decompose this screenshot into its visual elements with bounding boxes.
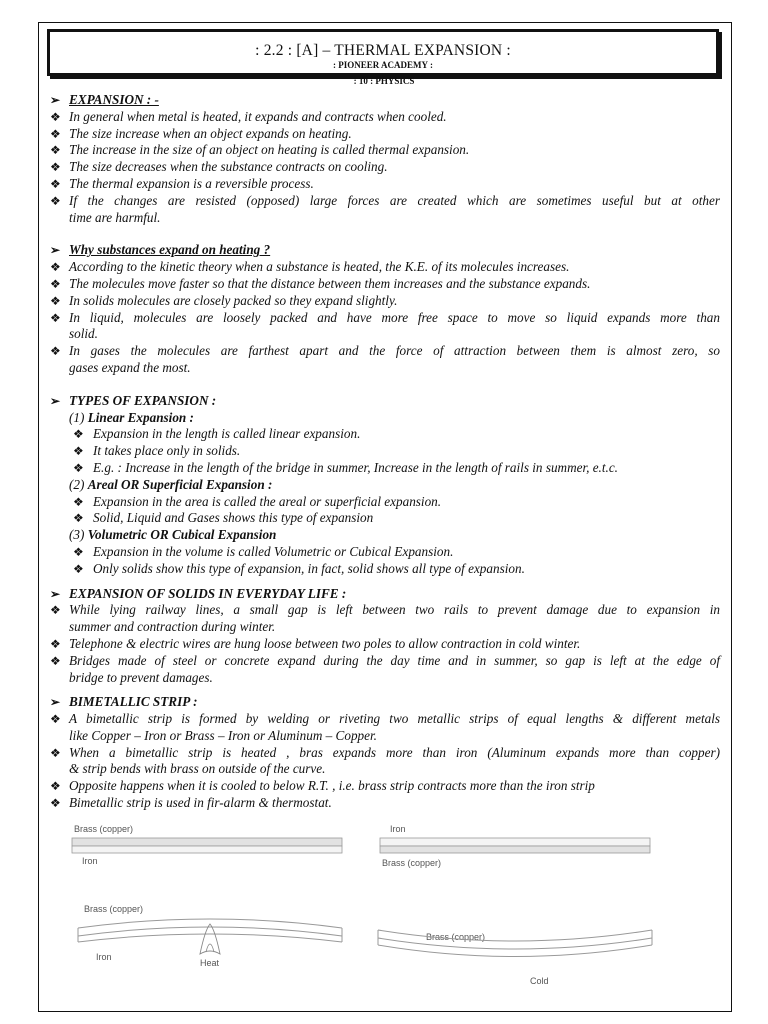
arrow-bullet-icon: ➢ — [50, 93, 61, 107]
diamond-bullet-icon: ❖ — [50, 293, 61, 308]
list-item: ❖ Expansion in the length is called linear expansion. — [73, 426, 361, 442]
list-item: ❖ Solid, Liquid and Gases shows this type of expansion — [73, 510, 374, 526]
label-iron-heated: Iron — [96, 952, 112, 962]
section-heading-types: ➢ TYPES OF EXPANSION : — [50, 392, 217, 408]
label-brass-cooled: Brass (copper) — [426, 932, 486, 942]
section-heading-why: ➢ Why substances expand on heating ? — [50, 242, 271, 258]
diamond-bullet-icon: ❖ — [50, 310, 61, 325]
flame-icon — [200, 924, 220, 954]
list-item-continuation: solid. — [69, 326, 98, 342]
list-item: ❖ In gases the molecules are farthest apart and the force of attraction between them is almost zero, so — [50, 343, 720, 359]
list-item: ❖ The molecules move faster so that the distance between them increases and the substance expands. — [50, 275, 591, 291]
list-item: ❖ E.g. : Increase in the length of the bridge in summer, Increase in the length of rails in summer, e.t.c. — [73, 459, 618, 475]
list-item: ❖ When a bimetallic strip is heated , bras expands more than iron (Aluminum expands more than copper) — [50, 744, 720, 760]
list-item: ❖ The size decreases when the substance contracts on cooling. — [50, 159, 388, 175]
diamond-bullet-icon: ❖ — [73, 444, 84, 459]
label-brass-top-left: Brass (copper) — [74, 824, 134, 834]
boundary-curved-cool — [378, 938, 652, 949]
brass-strip-straight — [72, 838, 342, 846]
diamond-bullet-icon: ❖ — [73, 494, 84, 509]
diamond-bullet-icon: ❖ — [50, 344, 61, 359]
list-item-continuation: & strip bends with brass on outside of the curve. — [69, 761, 326, 777]
arrow-bullet-icon: ➢ — [50, 393, 61, 408]
list-item: ❖ In liquid, molecules are loosely packed and have more free space to move so liquid expands more than — [50, 309, 720, 325]
section-heading-expansion: ➢ EXPANSION : - — [50, 92, 159, 107]
diamond-bullet-icon: ❖ — [73, 544, 84, 559]
iron-strip-curved-cool — [378, 930, 652, 941]
label-brass-heated: Brass (copper) — [84, 904, 144, 914]
document-body — [48, 92, 720, 812]
diamond-bullet-icon: ❖ — [50, 109, 61, 124]
subheading-linear: (1) Linear Expansion : — [69, 409, 194, 425]
iron-strip-straight-2 — [380, 838, 650, 846]
list-item: ❖ The size increase when an object expands on heating. — [50, 125, 352, 141]
diamond-bullet-icon: ❖ — [50, 712, 61, 727]
diamond-bullet-icon: ❖ — [50, 745, 61, 760]
list-item-continuation: like Copper – Iron or Brass – Iron or Aluminum – Copper. — [69, 727, 377, 743]
brass-strip-straight-2 — [380, 846, 650, 853]
diamond-bullet-icon: ❖ — [50, 143, 61, 158]
diamond-bullet-icon: ❖ — [50, 260, 61, 275]
list-item: ❖ Only solids show this type of expansion, in fact, solid shows all type of expansion. — [73, 560, 525, 576]
list-item-continuation: time are harmful. — [69, 209, 161, 225]
brass-strip-curved-cool — [378, 945, 652, 957]
diamond-bullet-icon: ❖ — [50, 653, 61, 668]
diamond-bullet-icon: ❖ — [50, 603, 61, 618]
diamond-bullet-icon: ❖ — [73, 511, 84, 526]
diamond-bullet-icon: ❖ — [73, 427, 84, 442]
diamond-bullet-icon: ❖ — [50, 636, 61, 651]
arrow-bullet-icon: ➢ — [50, 243, 61, 258]
list-item: ❖ Bridges made of steel or concrete expand during the day time and in summer, so gap is left at the edge of — [50, 652, 720, 668]
list-item: ❖ According to the kinetic theory when a substance is heated, the K.E. of its molecules increases. — [50, 259, 570, 275]
list-item: ❖ Telephone & electric wires are hung loose between two poles to allow contraction in cold winter. — [50, 635, 581, 651]
diamond-bullet-icon: ❖ — [50, 126, 61, 141]
list-item-continuation: summer and contraction during winter. — [69, 619, 276, 635]
bimetallic-strip-figure — [60, 820, 720, 1020]
list-item: ❖ A bimetallic strip is formed by welding or riveting two metallic strips of equal lengths & different metals — [50, 711, 720, 727]
list-item: ❖ The increase in the size of an object on heating is called thermal expansion. — [50, 142, 470, 158]
list-item-continuation: gases expand the most. — [69, 359, 191, 375]
arrow-bullet-icon: ➢ — [50, 695, 61, 710]
subheading-volumetric: (3) Volumetric OR Cubical Expansion — [69, 527, 277, 543]
list-item: ❖ Bimetallic strip is used in fir-alarm & thermostat. — [50, 795, 332, 811]
list-item: ❖ In general when metal is heated, it expands and contracts when cooled. — [50, 108, 447, 124]
iron-strip-straight — [72, 846, 342, 853]
diamond-bullet-icon: ❖ — [73, 561, 84, 576]
diamond-bullet-icon: ❖ — [50, 796, 61, 811]
page-title: : 2.2 : [A] – THERMAL EXPANSION : — [255, 42, 511, 59]
section-heading-everyday: ➢ EXPANSION OF SOLIDS IN EVERYDAY LIFE : — [50, 585, 347, 601]
list-item-continuation: bridge to prevent damages. — [69, 669, 213, 685]
list-item: ❖ While lying railway lines, a small gap is left between two rails to prevent damage due to expansion in — [50, 602, 720, 618]
list-item: ❖ It takes place only in solids. — [73, 443, 241, 459]
arrow-bullet-icon: ➢ — [50, 586, 61, 601]
diamond-bullet-icon: ❖ — [50, 193, 61, 208]
list-item: ❖ The thermal expansion is a reversible process. — [50, 175, 314, 191]
diamond-bullet-icon: ❖ — [50, 779, 61, 794]
brass-iron-boundary — [78, 927, 342, 936]
label-iron-top-right: Iron — [390, 824, 406, 834]
label-cold: Cold — [530, 976, 549, 986]
label-heat: Heat — [200, 958, 220, 968]
subheading-areal: (2) Areal OR Superficial Expansion : — [69, 476, 273, 492]
subject-label: : 10 : PHYSICS — [353, 76, 415, 86]
list-item: ❖ Opposite happens when it is cooled to below R.T. , i.e. brass strip contracts more than the iron strip — [50, 778, 595, 794]
list-item: ❖ Expansion in the volume is called Volumetric or Cubical Expansion. — [73, 543, 454, 559]
label-iron-top-left: Iron — [82, 856, 98, 866]
academy-name: : PIONEER ACADEMY : — [333, 60, 433, 70]
list-item: ❖ If the changes are resisted (opposed) large forces are created which are sometimes useful but at other — [50, 192, 720, 208]
list-item: ❖ Expansion in the area is called the areal or superficial expansion. — [73, 493, 442, 509]
label-brass-top-right: Brass (copper) — [382, 858, 442, 868]
title-box — [47, 29, 719, 76]
iron-strip-curved-inner — [78, 934, 342, 942]
diamond-bullet-icon: ❖ — [50, 160, 61, 175]
list-item: ❖ In solids molecules are closely packed so they expand slightly. — [50, 292, 398, 308]
section-heading-bimetallic: ➢ BIMETALLIC STRIP : — [50, 694, 198, 710]
diamond-bullet-icon: ❖ — [73, 460, 84, 475]
diamond-bullet-icon: ❖ — [50, 176, 61, 191]
diamond-bullet-icon: ❖ — [50, 276, 61, 291]
